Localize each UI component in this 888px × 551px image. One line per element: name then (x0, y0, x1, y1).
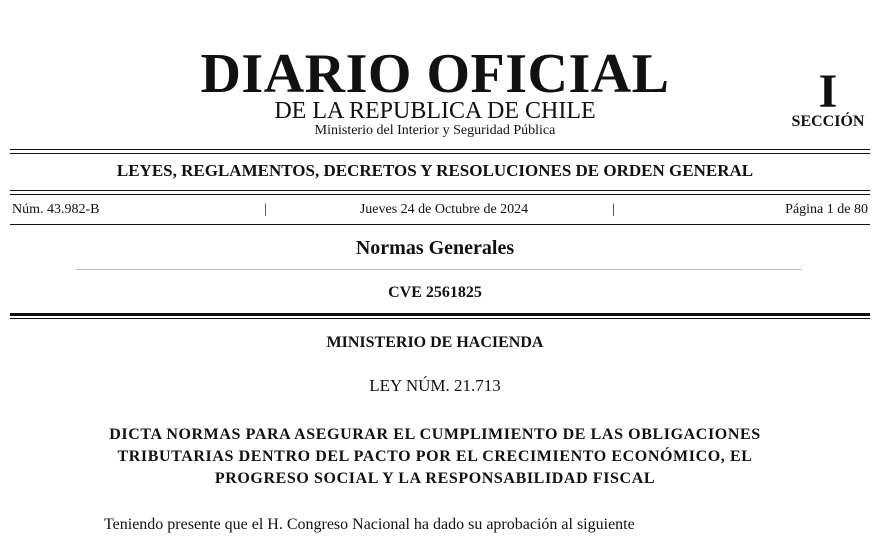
info-bar (12, 201, 868, 219)
masthead-subtitle: DE LA REPUBLICA DE CHILE (274, 98, 596, 124)
law-title-line: TRIBUTARIAS DENTRO DEL PACTO POR EL CRECIMIENTO ECONÓMICO, EL (117, 448, 753, 465)
section-number: I (818, 65, 838, 118)
issue-date: Jueves 24 de Octubre de 2024 (359, 202, 529, 217)
heavy-rule-top (10, 313, 870, 316)
body-paragraph: Teniendo presente que el H. Congreso Nacional ha dado su aprobación al siguiente (104, 516, 635, 533)
masthead-ministry: Ministerio del Interior y Seguridad Pública (314, 123, 556, 138)
category-rule-bottom (10, 194, 870, 195)
info-rule (10, 224, 870, 225)
header-rule-bottom (10, 153, 870, 154)
ministry-heading: MINISTERIO DE HACIENDA (326, 334, 544, 351)
info-separator: | (612, 202, 615, 217)
page-indicator: Página 1 de 80 (785, 202, 868, 217)
header-rule-top (10, 149, 870, 150)
law-title-line: DICTA NORMAS PARA ASEGURAR EL CUMPLIMIENTO DE LAS OBLIGACIONES (109, 426, 761, 443)
heavy-rule-bottom (10, 318, 870, 319)
category-rule-top (10, 190, 870, 191)
law-title-line: PROGRESO SOCIAL Y LA RESPONSABILIDAD FISCAL (214, 470, 656, 487)
masthead-title: DIARIO OFICIAL (200, 43, 670, 105)
cve-code: CVE 2561825 (388, 284, 482, 301)
category-heading: LEYES, REGLAMENTOS, DECRETOS Y RESOLUCIONES DE ORDEN GENERAL (116, 161, 754, 180)
section-divider (76, 269, 802, 270)
section-label: SECCIÓN (791, 113, 865, 130)
section-title: Normas Generales (355, 237, 515, 259)
issue-number: Núm. 43.982-B (12, 202, 100, 217)
law-title (60, 424, 810, 490)
law-number: LEY NÚM. 21.713 (369, 376, 501, 395)
info-separator: | (264, 202, 267, 217)
